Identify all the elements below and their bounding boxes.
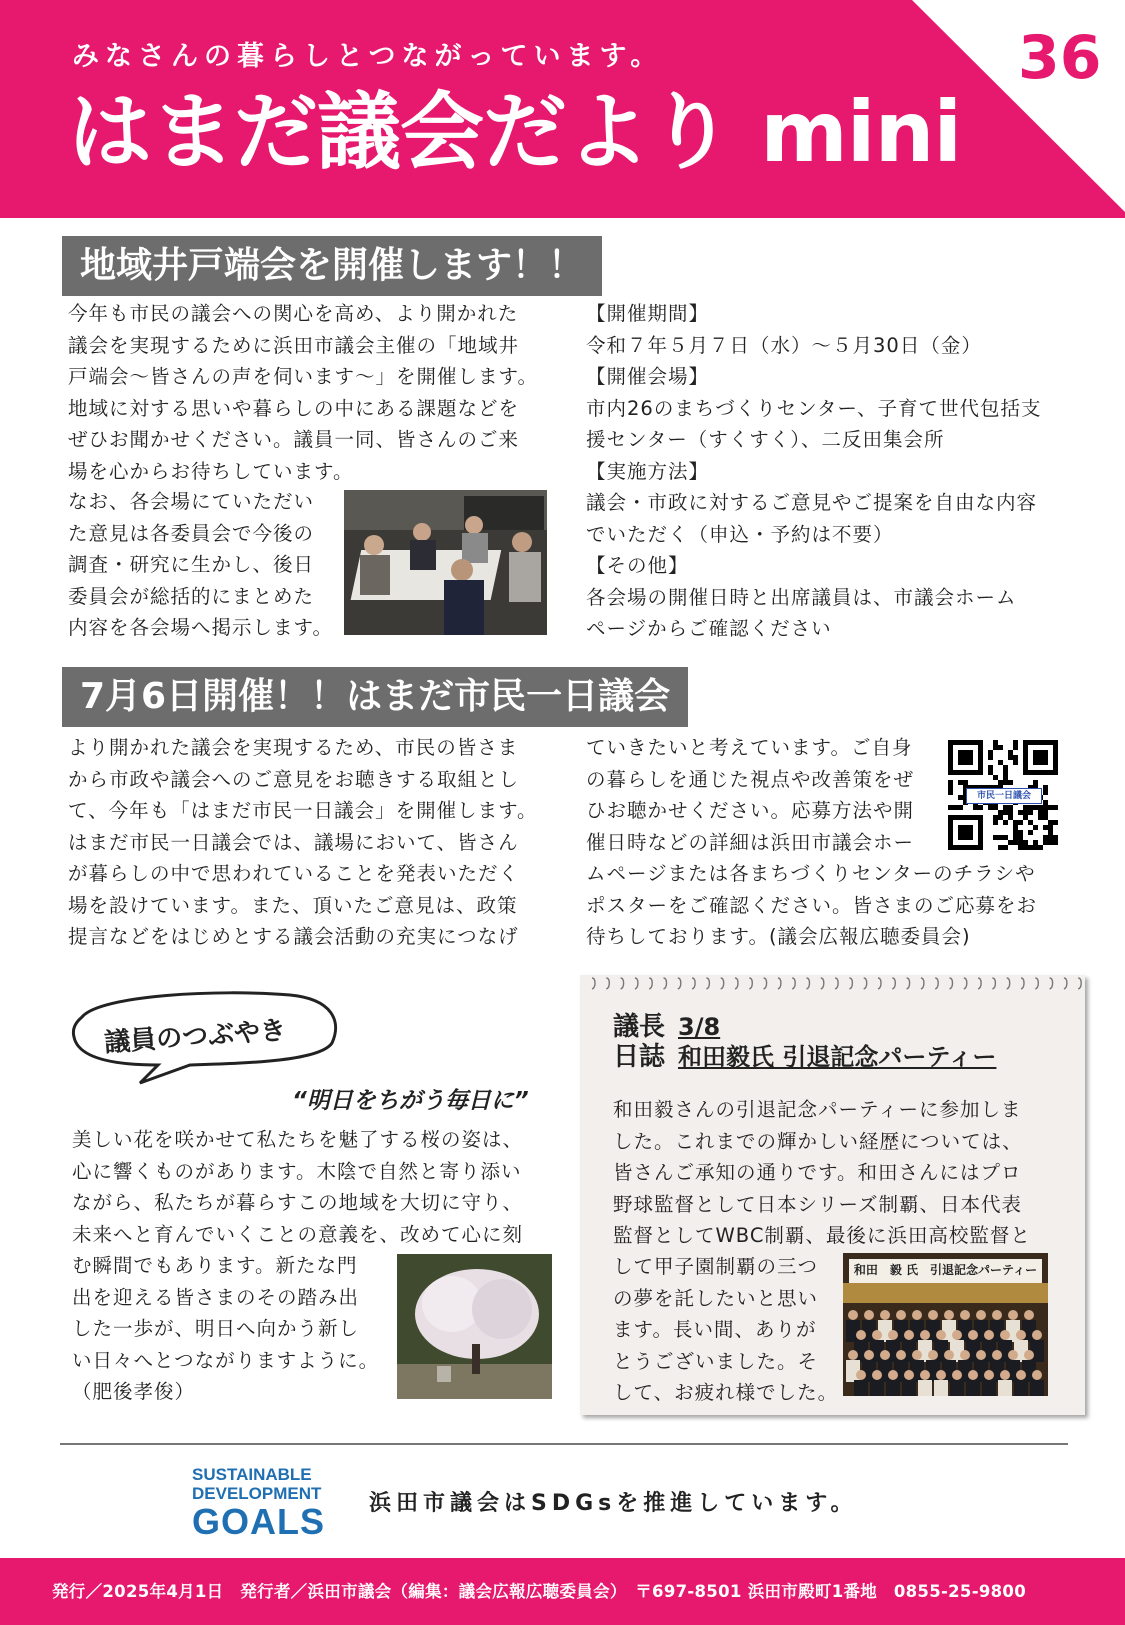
text-line: ムページまたは各まちづくりセンターのチラシや bbox=[586, 862, 1036, 885]
section1-note bbox=[68, 486, 333, 644]
text-line: 【その他】 bbox=[586, 554, 689, 577]
text-line: 和田毅さんの引退記念パーティーに参加しま bbox=[613, 1098, 1022, 1121]
text-line: 委員会が総括的にまとめた bbox=[68, 584, 315, 608]
tsubuyaki-subtitle: “明日をちがう毎日に” bbox=[292, 1088, 529, 1114]
text-line: 【開催会場】 bbox=[586, 365, 710, 388]
page-title: はまだ議会だより mini bbox=[68, 83, 962, 181]
text-line: ひお聴かせください。応募方法や開 bbox=[586, 799, 915, 822]
text-line: ページからご確認ください bbox=[586, 617, 832, 640]
footer-text: 発行／2025年4月1日 発行者／浜田市議会（編集：議会広報広聴委員会） 〒697-8501 浜田市殿町1番地 0855-25-9800 bbox=[52, 1582, 1026, 1601]
text-line: 内容を各会場へ掲示します。 bbox=[68, 616, 333, 639]
text-line: から市政や議会へのご意見をお聴きする取組とし bbox=[68, 767, 520, 791]
text-line: の夢を託したいと思い bbox=[613, 1286, 819, 1310]
text-line: ポスターをご確認ください。皆さまのご応募をお bbox=[586, 893, 1038, 917]
text-line: 援センター（すくすく）、二反田集会所 bbox=[586, 428, 945, 451]
text-line: 監督としてWBC制覇、最後に浜田高校監督と bbox=[613, 1224, 1031, 1247]
text-line: 市内26のまちづくりセンター、子育て世代包括支 bbox=[586, 396, 1042, 420]
issue-number: 36 bbox=[1018, 23, 1102, 93]
text-line: した一歩が、明日へ向かう新し bbox=[72, 1317, 360, 1340]
text-line: 戸端会～皆さんの声を伺います～」を開催します。 bbox=[68, 365, 538, 388]
text-line: とうございました。そ bbox=[613, 1349, 819, 1373]
tagline: みなさんの暮らしとつながっています。 bbox=[72, 41, 664, 72]
section2-right-bottom-text bbox=[586, 858, 1037, 953]
text-line: 【実施方法】 bbox=[586, 459, 710, 483]
tsubuyaki-text-short bbox=[72, 1250, 379, 1408]
text-line: 地域に対する思いや暮らしの中にある課題などを bbox=[68, 396, 520, 420]
text-line: 野球監督として日本シリーズ制覇、日本代表 bbox=[613, 1192, 1023, 1216]
diary-label: 議長 日誌 bbox=[613, 1012, 666, 1072]
party-banner-text: 和田 毅 氏 引退記念パーティー bbox=[853, 1263, 1038, 1277]
tsubuyaki-text bbox=[72, 1124, 523, 1250]
text-line: でいただく（申込・予約は不要） bbox=[586, 522, 894, 546]
diary-text bbox=[613, 1094, 1031, 1252]
text-line: 待ちしております。(議会広報広聴委員会) bbox=[586, 925, 971, 948]
text-line: 議会・市政に対するご意見やご提案を自由な内容 bbox=[586, 491, 1038, 514]
text-line: なお、各会場にていただい bbox=[68, 490, 315, 513]
text-line: 催日時などの詳細は浜田市議会ホー bbox=[586, 830, 915, 854]
text-line: む瞬間でもあります。新たな門 bbox=[72, 1254, 358, 1277]
text-line: 提言などをはじめとする議会活動の充実につなげ bbox=[68, 925, 519, 948]
text-line: 皆さんご承知の通りです。和田さんにはプロ bbox=[613, 1161, 1022, 1184]
text-line: して、お疲れ様でした。 bbox=[613, 1381, 839, 1404]
qr-label: 市民一日議会 bbox=[966, 788, 1042, 804]
diary-title: 和田毅氏 引退記念パーティー bbox=[678, 1043, 997, 1071]
text-line: ていきたいと考えています。ご自身 bbox=[586, 736, 913, 759]
text-line: はまだ市民一日議会では、議場において、皆さん bbox=[68, 830, 519, 854]
sdgs-logo: SUSTAINABLE DEVELOPMENT GOALS bbox=[192, 1465, 326, 1542]
text-line: 美しい花を咲かせて私たちを魅了する桜の姿は、 bbox=[72, 1128, 524, 1151]
divider bbox=[60, 1443, 1068, 1445]
diary-date: 3/8 bbox=[678, 1013, 721, 1041]
text-line: 場を設けています。また、頂いたご意見は、政策 bbox=[68, 893, 518, 917]
cherry-blossom-photo bbox=[397, 1254, 552, 1399]
text-line: 未来へと育んでいくことの意義を、改めて心に刻 bbox=[72, 1222, 524, 1246]
text-line: 各会場の開催日時と出席議員は、市議会ホーム bbox=[586, 585, 1017, 609]
text-line: い日々へとつながりますように。 bbox=[72, 1348, 380, 1372]
text-line: の暮らしを通じた視点や改善策をぜ bbox=[586, 767, 915, 791]
text-line: 議会を実現するために浜田市議会主催の「地域井 bbox=[68, 333, 520, 357]
text-line: より開かれた議会を実現するため、市民の皆さま bbox=[68, 736, 519, 759]
qr-code[interactable] bbox=[948, 740, 1058, 850]
text-line: して甲子園制覇の三つ bbox=[613, 1255, 819, 1278]
text-line: が暮らしの中で思われていることを発表いただく bbox=[68, 862, 520, 885]
text-line: 調査・研究に生かし、後日 bbox=[68, 553, 315, 576]
party-photo bbox=[843, 1253, 1048, 1396]
text-line: 今年も市民の議会への関心を高め、より開かれた bbox=[68, 302, 519, 325]
text-line: 場を心からお待ちしています。 bbox=[68, 459, 354, 483]
text-line: 出を迎える皆さまのその踏み出 bbox=[72, 1285, 360, 1309]
text-line: （肥後孝俊） bbox=[72, 1380, 196, 1403]
text-line: ます。長い間、ありが bbox=[613, 1318, 817, 1341]
text-line: て、今年も「はまだ市民一日議会」を開催します。 bbox=[68, 799, 538, 822]
text-line: 心に響くものがあります。木陰で自然と寄り添い bbox=[72, 1159, 522, 1183]
meeting-photo bbox=[344, 490, 547, 635]
text-line: した。これまでの輝かしい経歴については、 bbox=[613, 1129, 1023, 1153]
section1-heading: 地域井戸端会を開催します！！ bbox=[62, 236, 602, 296]
text-line: 【開催期間】 bbox=[586, 302, 710, 325]
section1-details bbox=[586, 298, 1042, 645]
text-line: ぜひお聞かせください。議員一同、皆さんのご来 bbox=[68, 428, 520, 451]
section2-left-text bbox=[68, 732, 538, 953]
section1-intro bbox=[68, 298, 538, 487]
diary-text-short bbox=[613, 1251, 838, 1409]
text-line: ながら、私たちが暮らすこの地域を大切に守り、 bbox=[72, 1191, 524, 1214]
text-line: 令和７年５月７日（水）～５月30日（金） bbox=[586, 333, 982, 357]
section2-heading: 7月6日開催！！はまだ市民一日議会 bbox=[62, 667, 688, 727]
sdgs-statement: 浜田市議会はSDGsを推進しています。 bbox=[369, 1491, 858, 1516]
section2-right-top-text bbox=[586, 732, 914, 858]
text-line: た意見は各委員会で今後の bbox=[68, 521, 315, 545]
speech-bubble-label: 議員のつぶやき bbox=[103, 1015, 288, 1059]
notebook-rings bbox=[580, 975, 1085, 995]
